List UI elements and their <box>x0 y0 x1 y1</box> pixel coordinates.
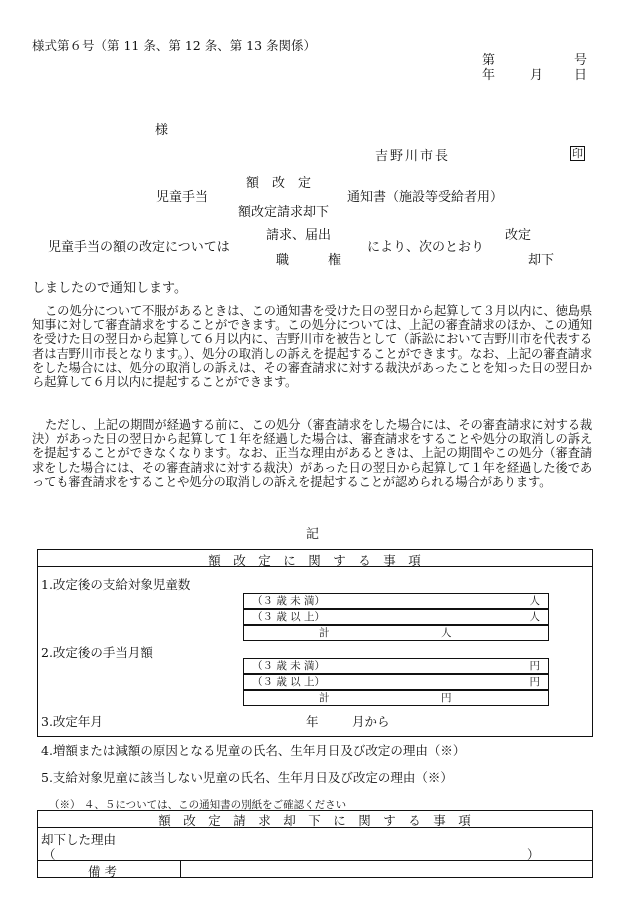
title-right: 通知書（施設等受給者用） <box>347 190 504 205</box>
appeal-paragraph-2: ただし、上記の期間が経過する前に、この処分（審査請求をした場合には、その審査請求に対する裁決）があった日の翌日から起算して１年を経過した場合は、審査請求をすることや処分の取消しの訴えを提起することができなくなります。なお、正当な理由があるときは、上記の期間やこの処分（審査請求をした場合には、その審査請求に対する裁決）があった日の翌日から起算して１年を経過した後であっても審査請求をすることや処分の取消しの訴えを提起することが認められる場合があります。 <box>32 418 592 489</box>
intro-result-b: 却下 <box>528 253 555 268</box>
issuer-seal <box>570 145 585 161</box>
ki-label: 記 <box>306 527 320 542</box>
rejection-header-divider <box>37 827 592 828</box>
amount-over3-label: （３ 歳 以 上） <box>252 676 326 688</box>
rejection-reason-label: 却下した理由 <box>41 832 117 847</box>
revision-year: 年 <box>306 714 319 729</box>
count-over3-cell <box>243 609 549 625</box>
intro-mid: により、次のとおり <box>367 240 485 255</box>
count-under3-cell <box>243 593 549 609</box>
title-left: 児童手当 <box>156 190 209 205</box>
count-over3-unit: 人 <box>529 611 540 623</box>
date-month: 月 <box>530 68 544 83</box>
issuer-name: 吉野川市長 <box>375 149 451 164</box>
amount-under3-unit: 円 <box>529 660 540 672</box>
intro-subject: 児童手当の額の改定については <box>48 240 230 255</box>
revision-table-header: 額 改 定 に 関 す る 事 項 <box>208 553 421 568</box>
appeal-paragraph-1: この処分について不服があるときは、この通知書を受けた日の翌日から起算して３月以内に、徳島県知事に対して審査請求をすることができます。この処分については、上記の審査請求のほか、この通知を受けた日の翌日から起算して６月以内に、吉野川市を被告として（訴訟において吉野川市を代表する者は吉野川市長となります。）、処分の取消しの訴えを提起することができます。なお、上記の審査請求をした場合には、処分の取消しの訴えは、その審査請求に対する裁決があったことを知った日の翌日から起算して６月以内に提起することができます。 <box>32 304 592 390</box>
intro-option-a: 請求、届出 <box>266 228 332 243</box>
item-revision-month: 3.改定年月 <box>41 714 103 729</box>
item-change-reason: 4.増額または減額の原因となる児童の氏名、生年月日及び改定の理由（※） <box>41 743 466 758</box>
number-label-dai: 第 <box>482 53 496 68</box>
count-over3-label: （３ 歳 以 上） <box>252 611 326 623</box>
amount-under3-label: （３ 歳 未 満） <box>252 660 326 672</box>
number-label-go: 号 <box>574 53 588 68</box>
item-monthly-amount: 2.改定後の手当月額 <box>41 645 153 660</box>
amount-total-label: 計 <box>319 692 330 704</box>
amount-total-cell <box>243 690 549 706</box>
remarks-column-divider <box>180 860 181 877</box>
seal-mark: 印 <box>572 147 583 160</box>
amount-total-unit: 円 <box>441 692 452 704</box>
count-total-unit: 人 <box>441 627 452 639</box>
form-number: 様式第６号（第 11 条、第 12 条、第 13 条関係） <box>32 38 317 53</box>
date-day: 日 <box>574 68 588 83</box>
attachment-note: （※） ４、５については、この通知書の別紙をご確認ください <box>49 799 347 811</box>
item-child-count: 1.改定後の支給対象児童数 <box>41 577 191 592</box>
reason-paren-open: （ <box>43 847 56 862</box>
intro-closing: しましたので通知します。 <box>32 281 187 296</box>
amount-over3-cell <box>243 674 549 690</box>
addressee-sama: 様 <box>155 123 169 138</box>
intro-option-b: 職 権 <box>276 253 342 268</box>
amount-under3-cell <box>243 658 549 674</box>
remarks-divider <box>37 860 592 861</box>
intro-result-a: 改定 <box>505 228 532 243</box>
reason-paren-close: ） <box>527 847 540 862</box>
rejection-table-header: 額 改 定 請 求 却 下 に 関 す る 事 項 <box>158 813 471 828</box>
remarks-label: 備考 <box>88 864 122 879</box>
revision-from-month: 月から <box>352 714 390 729</box>
count-under3-unit: 人 <box>529 595 540 607</box>
date-year: 年 <box>482 68 496 83</box>
count-total-label: 計 <box>319 627 330 639</box>
title-bottom: 額改定請求却下 <box>238 205 330 220</box>
count-under3-label: （３ 歳 未 満） <box>252 595 326 607</box>
item-ineligible-reason: 5.支給対象児童に該当しない児童の氏名、生年月日及び改定の理由（※） <box>41 770 453 785</box>
count-total-cell <box>243 625 549 641</box>
amount-over3-unit: 円 <box>529 676 540 688</box>
title-top: 額 改 定 <box>246 176 312 191</box>
